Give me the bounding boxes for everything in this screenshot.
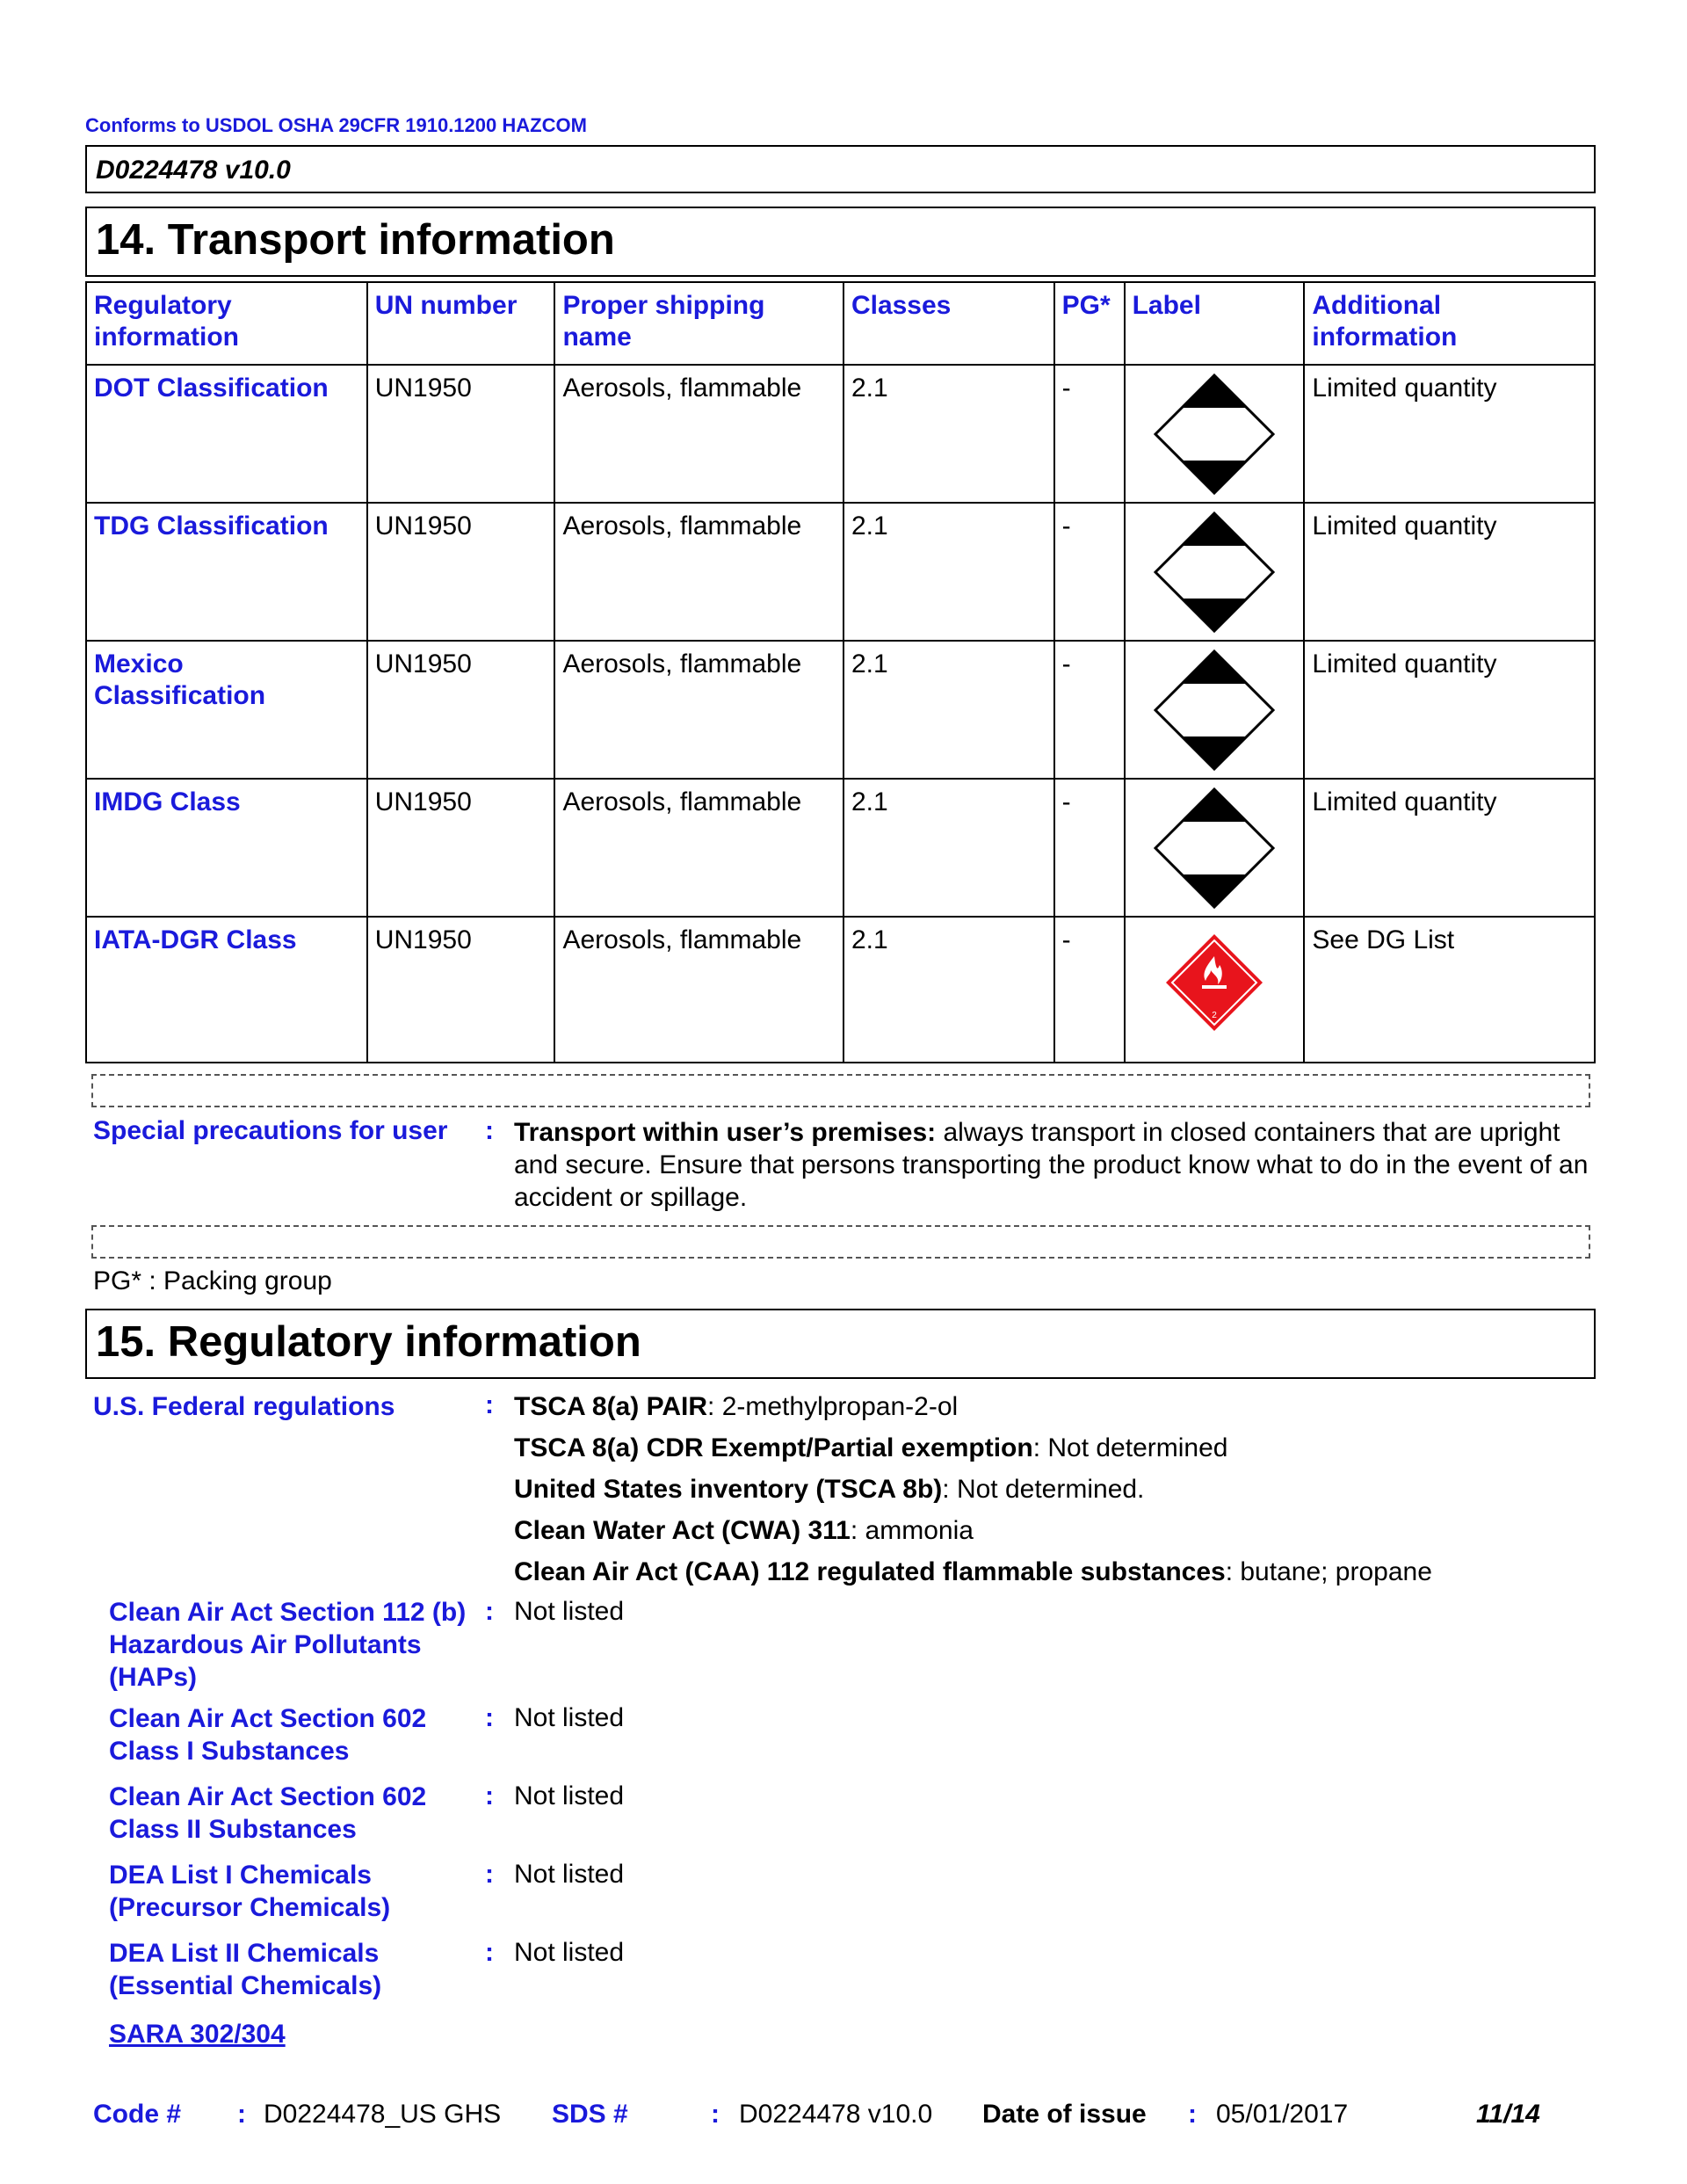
pg-cell: - [1054, 779, 1125, 917]
regulatory-cell: DOT Classification [86, 365, 367, 503]
special-precautions-body: always transport in closed containers that are upright and secure. Ensure that persons transporting the product know what to do in the event of an accident or spillage. [514, 1118, 1589, 1212]
additional-info-cell: Limited quantity [1304, 365, 1595, 503]
col-header-un-number: UN number [367, 282, 555, 365]
limited-quantity-icon [1153, 649, 1276, 772]
us-federal-label: U.S. Federal regulations [93, 1392, 395, 1421]
un-number-cell: UN1950 [367, 779, 555, 917]
table-row [86, 503, 1595, 641]
federal-line: Clean Air Act (CAA) 112 regulated flammable substances: butane; propane [514, 1557, 1432, 1586]
colon: : [1188, 2100, 1197, 2129]
transport-table [85, 281, 1596, 1063]
additional-info-cell: Limited quantity [1304, 503, 1595, 641]
un-number-cell: UN1950 [367, 641, 555, 779]
footer-code-label: Code # [93, 2100, 182, 2129]
additional-info-cell: Limited quantity [1304, 641, 1595, 779]
federal-line: TSCA 8(a) CDR Exempt/Partial exemption: Not determined [514, 1433, 1228, 1462]
table-header-row [86, 282, 1595, 365]
footer-date-value: 05/01/2017 [1216, 2100, 1349, 2129]
conforms-statement: Conforms to USDOL OSHA 29CFR 1910.1200 HAZCOM [85, 114, 587, 136]
shipping-name-cell: Aerosols, flammable [554, 779, 844, 917]
footer-code-value: D0224478_US GHS [264, 2100, 502, 2129]
special-precautions-label: Special precautions for user [93, 1116, 448, 1145]
colon: : [711, 2100, 720, 2129]
class-cell: 2.1 [844, 917, 1054, 1063]
document-id: D0224478 v10.0 [85, 145, 1596, 193]
un-number-cell: UN1950 [367, 503, 555, 641]
dea-list2-label: DEA List II Chemicals (Essential Chemicals) [109, 1939, 382, 2000]
limited-quantity-icon [1153, 787, 1276, 910]
caa-112-label: Clean Air Act Section 112 (b) Hazardous Air Pollutants (HAPs) [109, 1598, 467, 1692]
label-cell [1125, 503, 1305, 641]
col-header-additional: Additional information [1304, 282, 1595, 365]
table-row [86, 365, 1595, 503]
pg-cell: - [1054, 917, 1125, 1063]
regulatory-cell: IATA-DGR Class [86, 917, 367, 1063]
pg-cell: - [1054, 641, 1125, 779]
table-row [86, 779, 1595, 917]
col-header-classes: Classes [844, 282, 1054, 365]
additional-info-cell: See DG List [1304, 917, 1595, 1063]
section-14-title: 14. Transport information [85, 207, 1596, 277]
label-cell [1125, 365, 1305, 503]
label-cell [1125, 641, 1305, 779]
page-number: 11/14 [1476, 2100, 1540, 2129]
class-cell: 2.1 [844, 779, 1054, 917]
special-precautions-bold: Transport within user’s premises: [514, 1118, 937, 1147]
footer-sds-label: SDS # [552, 2100, 628, 2129]
colon: : [485, 1703, 494, 1732]
packing-group-note: PG* : Packing group [93, 1266, 332, 1295]
table-row [86, 917, 1595, 1063]
label-cell [1125, 917, 1305, 1063]
col-header-regulatory: Regulatory information [86, 282, 367, 365]
col-header-label: Label [1125, 282, 1305, 365]
federal-line: United States inventory (TSCA 8b): Not determined. [514, 1475, 1145, 1504]
special-precautions-text [514, 1116, 1595, 1214]
dashed-divider [91, 1225, 1590, 1259]
col-header-pg: PG* [1054, 282, 1125, 365]
section-15-title: 15. Regulatory information [85, 1309, 1596, 1379]
shipping-name-cell: Aerosols, flammable [554, 503, 844, 641]
caa-602-class2-label: Clean Air Act Section 602 Class II Substances [109, 1782, 427, 1844]
federal-line: TSCA 8(a) PAIR: 2-methylpropan-2-ol [514, 1392, 959, 1421]
caa-602-class2-value: Not listed [514, 1781, 625, 1810]
colon: : [485, 1860, 494, 1889]
dea-list1-value: Not listed [514, 1860, 625, 1889]
un-number-cell: UN1950 [367, 917, 555, 1063]
dea-list1-label: DEA List I Chemicals (Precursor Chemicals) [109, 1861, 391, 1922]
class-cell: 2.1 [844, 641, 1054, 779]
class-cell: 2.1 [844, 503, 1054, 641]
shipping-name-cell: Aerosols, flammable [554, 917, 844, 1063]
colon: : [485, 1597, 494, 1626]
colon: : [485, 1781, 494, 1810]
colon: : [485, 1938, 494, 1967]
shipping-name-cell: Aerosols, flammable [554, 641, 844, 779]
pg-cell: - [1054, 365, 1125, 503]
regulatory-cell: TDG Classification [86, 503, 367, 641]
col-header-shipping-name: Proper shipping name [554, 282, 844, 365]
dashed-divider [91, 1074, 1590, 1107]
colon: : [485, 1390, 494, 1419]
un-number-cell: UN1950 [367, 365, 555, 503]
flammable-gas-icon [1153, 930, 1276, 1044]
footer-date-label: Date of issue [982, 2100, 1147, 2129]
limited-quantity-icon [1153, 373, 1276, 496]
colon: : [237, 2100, 246, 2129]
svg-text:2: 2 [1212, 1011, 1217, 1020]
pg-cell: - [1054, 503, 1125, 641]
regulatory-cell: Mexico Classification [86, 641, 367, 779]
additional-info-cell: Limited quantity [1304, 779, 1595, 917]
regulatory-cell: IMDG Class [86, 779, 367, 917]
federal-line: Clean Water Act (CWA) 311: ammonia [514, 1516, 974, 1545]
sara-302-304-link[interactable]: SARA 302/304 [109, 2020, 286, 2049]
colon: : [485, 1116, 494, 1145]
caa-602-class1-value: Not listed [514, 1703, 625, 1732]
dea-list2-value: Not listed [514, 1938, 625, 1967]
caa-112-value: Not listed [514, 1597, 625, 1626]
limited-quantity-icon [1153, 511, 1276, 634]
label-cell [1125, 779, 1305, 917]
caa-602-class1-label: Clean Air Act Section 602 Class I Substances [109, 1704, 427, 1766]
shipping-name-cell: Aerosols, flammable [554, 365, 844, 503]
table-row [86, 641, 1595, 779]
class-cell: 2.1 [844, 365, 1054, 503]
footer-sds-value: D0224478 v10.0 [739, 2100, 933, 2129]
